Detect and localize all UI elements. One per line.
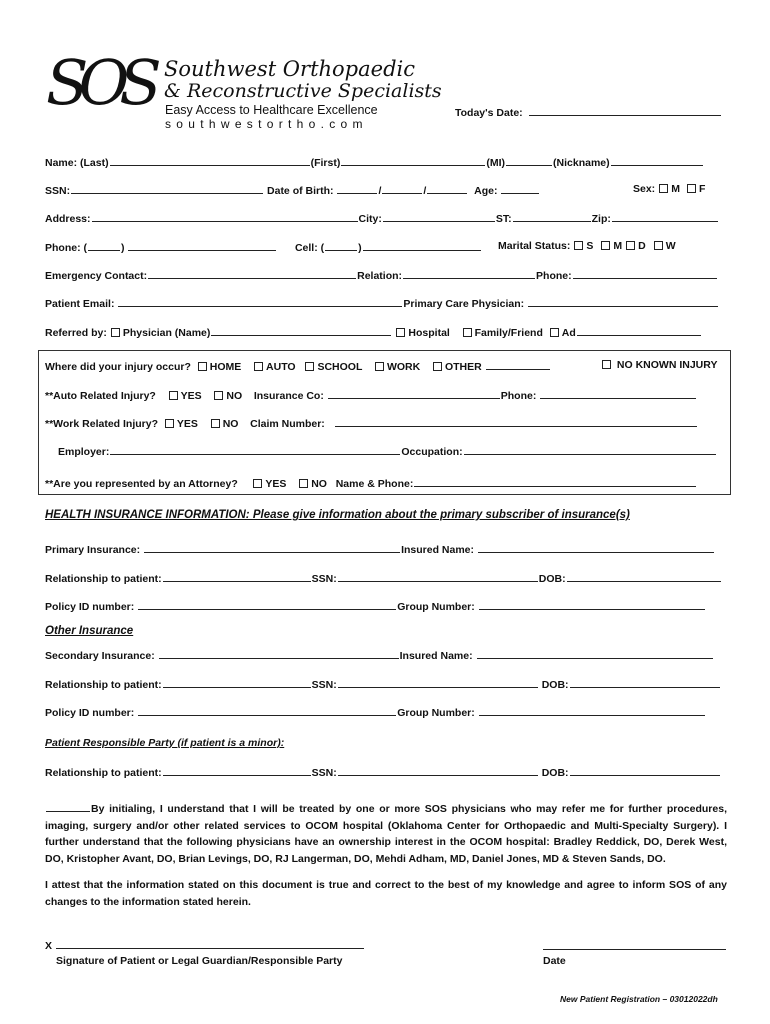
name-first-label: (First) [310,157,341,169]
injury-other-checkbox[interactable] [433,362,442,371]
work-no-label: NO [222,418,239,430]
responsible-dob-label: DOB: [541,767,569,779]
primary-policy-label: Policy ID number: [45,601,135,613]
sex-f-label: F [698,183,706,195]
primary-ssn-label: SSN: [311,573,337,585]
injury-auto-label: AUTO [266,361,296,373]
primary-insurance-row[interactable] [45,542,715,556]
other-insurance-heading: Other Insurance [45,625,134,637]
marital-s-checkbox[interactable] [574,241,583,250]
injury-location-row[interactable] [45,359,551,373]
marital-d-label: D [638,240,646,252]
practice-name-line1: Southwest Orthopaedic [164,57,415,81]
attorney-yes-label: YES [265,478,287,490]
ssn-label: SSN: [45,185,71,197]
marital-m-label: M [613,240,623,252]
ref-physician-label: Physician (Name) [122,327,211,339]
responsible-party-heading: Patient Responsible Party (if patient is a minor): [45,737,285,749]
attorney-name-phone-label: Name & Phone: [335,478,414,490]
ref-ad-checkbox[interactable] [550,328,559,337]
auto-phone-label: Phone: [500,390,537,402]
practice-website: southwestortho.com [165,117,368,131]
no-known-injury-field[interactable] [598,359,717,371]
age-label: Age: [474,185,498,197]
initial-consent-paragraph[interactable] [45,801,727,867]
marital-d-checkbox[interactable] [626,241,635,250]
phone-row[interactable]: Phone: ( ) Cell: ( ) [45,240,482,254]
primary-insurance-label: Primary Insurance: [45,544,141,556]
injury-other-label: OTHER [444,361,482,373]
claim-number-label: Claim Number: [250,418,325,430]
address-row[interactable] [45,211,719,225]
health-insurance-heading: HEALTH INSURANCE INFORMATION: Please give information about the primary subscriber of insurance(s) [45,509,630,521]
phone-label: Phone: ( [45,242,87,254]
name-row[interactable] [45,155,704,169]
referred-row[interactable] [45,325,702,339]
initial-blank[interactable] [46,801,90,812]
work-related-label: **Work Related Injury? [45,418,158,430]
work-related-row[interactable] [45,416,698,430]
secondary-insured-name-label: Insured Name: [399,650,473,662]
secondary-policy-row[interactable] [45,705,706,719]
attorney-yes-checkbox[interactable] [253,479,262,488]
emergency-row[interactable] [45,268,718,282]
attorney-no-label: NO [311,478,327,490]
zip-label: Zip: [591,213,611,225]
sex-m-label: M [671,183,680,195]
email-row[interactable] [45,296,719,310]
injury-school-label: SCHOOL [317,361,363,373]
injury-where-label: Where did your injury occur? [45,361,191,373]
sex-m-checkbox[interactable] [659,184,668,193]
primary-policy-row[interactable] [45,599,706,613]
secondary-insurance-row[interactable] [45,648,714,662]
marital-status-field[interactable] [498,240,676,252]
sex-f-checkbox[interactable] [687,184,696,193]
injury-work-checkbox[interactable] [375,362,384,371]
secondary-relationship-row[interactable] [45,677,721,691]
signature-label: Signature of Patient or Legal Guardian/Responsible Party [56,955,343,967]
injury-work-label: WORK [386,361,421,373]
city-label: City: [358,213,382,225]
sex-label: Sex: [633,183,656,195]
injury-school-checkbox[interactable] [305,362,314,371]
form-id-footer: New Patient Registration – 03012022dh [560,994,718,1004]
auto-yes-label: YES [180,390,202,402]
work-no-checkbox[interactable] [211,419,220,428]
st-label: ST: [495,213,512,225]
name-last-label: Name: (Last) [45,157,109,169]
name-mi-label: (MI) [486,157,506,169]
practice-name-line2: & Reconstructive Specialists [164,80,442,102]
secondary-policy-label: Policy ID number: [45,707,135,719]
ref-family-label: Family/Friend [474,327,543,339]
sos-logo-mark: SOS [46,46,152,119]
responsible-relationship-label: Relationship to patient: [45,767,162,779]
primary-group-label: Group Number: [397,601,475,613]
secondary-group-label: Group Number: [397,707,475,719]
relation-label: Relation: [357,270,403,282]
marital-s-label: S [586,240,594,252]
dob-label: Date of Birth: [267,185,334,197]
ref-hospital-label: Hospital [408,327,450,339]
auto-no-checkbox[interactable] [214,391,223,400]
injury-auto-checkbox[interactable] [254,362,263,371]
todays-date-label: Today's Date: [455,107,523,119]
responsible-ssn-label: SSN: [311,767,337,779]
marital-w-label: W [665,240,676,252]
insurance-co-label: Insurance Co: [253,390,324,402]
occupation-label: Occupation: [401,446,463,458]
primary-dob-label: DOB: [538,573,566,585]
secondary-relationship-label: Relationship to patient: [45,679,162,691]
referred-label: Referred by: [45,327,107,339]
practice-tagline: Easy Access to Healthcare Excellence [165,103,378,117]
auto-no-label: NO [226,390,243,402]
initial-consent-text: By initialing, I understand that I will be treated by one or more SOS physicians who may refer me for further procedures, imaging, surgery and/or other related services to OCOM hospital (Oklahoma Center for Orthopaedic and Multi-Specialty Surgery). I further understand that the following physicians have an ownership interest in the OCOM hospital: Bradley Reddick, DO, Derek West, DO, Kristopher Avant, DO, Brian Levings, DO, RJ Langerman, DO, Mehdi Adham, MD, Daniel Jones, MD & Steven Sands, DO. [45,803,727,865]
employer-label: Employer: [58,446,110,458]
pcp-label: Primary Care Physician: [403,298,525,310]
emergency-phone-label: Phone: [536,270,572,282]
primary-insured-name-label: Insured Name: [401,544,474,556]
attorney-no-checkbox[interactable] [299,479,308,488]
attorney-row[interactable] [45,476,697,490]
date-label: Date [543,955,566,967]
secondary-insurance-label: Secondary Insurance: [45,650,155,662]
ref-hospital-checkbox[interactable] [396,328,405,337]
attest-paragraph: I attest that the information stated on this document is true and correct to the best of my knowledge and agree to inform SOS of any changes to the information stated herein. [45,879,727,908]
injury-home-checkbox[interactable] [198,362,207,371]
auto-yes-checkbox[interactable] [169,391,178,400]
injury-home-label: HOME [209,361,242,373]
todays-date-field[interactable] [455,105,722,119]
work-yes-label: YES [176,418,198,430]
ref-family-checkbox[interactable] [463,328,472,337]
email-label: Patient Email: [45,298,115,310]
cell-label: Cell: ( [294,242,325,254]
marital-w-checkbox[interactable] [654,241,663,250]
sex-field[interactable] [633,183,705,195]
date-signature-line[interactable] [543,939,726,950]
primary-relationship-row[interactable] [45,571,722,585]
marital-m-checkbox[interactable] [601,241,610,250]
signature-line[interactable] [45,938,365,952]
no-known-injury-label: NO KNOWN INJURY [616,359,718,371]
ssn-dob-row[interactable]: SSN: Date of Birth: / / Age: [45,183,540,197]
address-label: Address: [45,213,91,225]
emergency-label: Emergency Contact: [45,270,148,282]
employer-row[interactable] [58,444,717,458]
no-known-injury-checkbox[interactable] [602,360,611,369]
ref-ad-label: Ad [561,327,576,339]
signature-x-mark: X [45,940,53,952]
responsible-relationship-row[interactable] [45,765,721,779]
primary-relationship-label: Relationship to patient: [45,573,162,585]
attorney-label: **Are you represented by an Attorney? [45,478,238,490]
auto-related-row[interactable] [45,388,697,402]
marital-label: Marital Status: [498,240,571,252]
nickname-label: (Nickname) [553,157,610,169]
ref-physician-checkbox[interactable] [111,328,120,337]
secondary-ssn-label: SSN: [311,679,337,691]
secondary-dob-label: DOB: [541,679,569,691]
work-yes-checkbox[interactable] [165,419,174,428]
auto-related-label: **Auto Related Injury? [45,390,156,402]
